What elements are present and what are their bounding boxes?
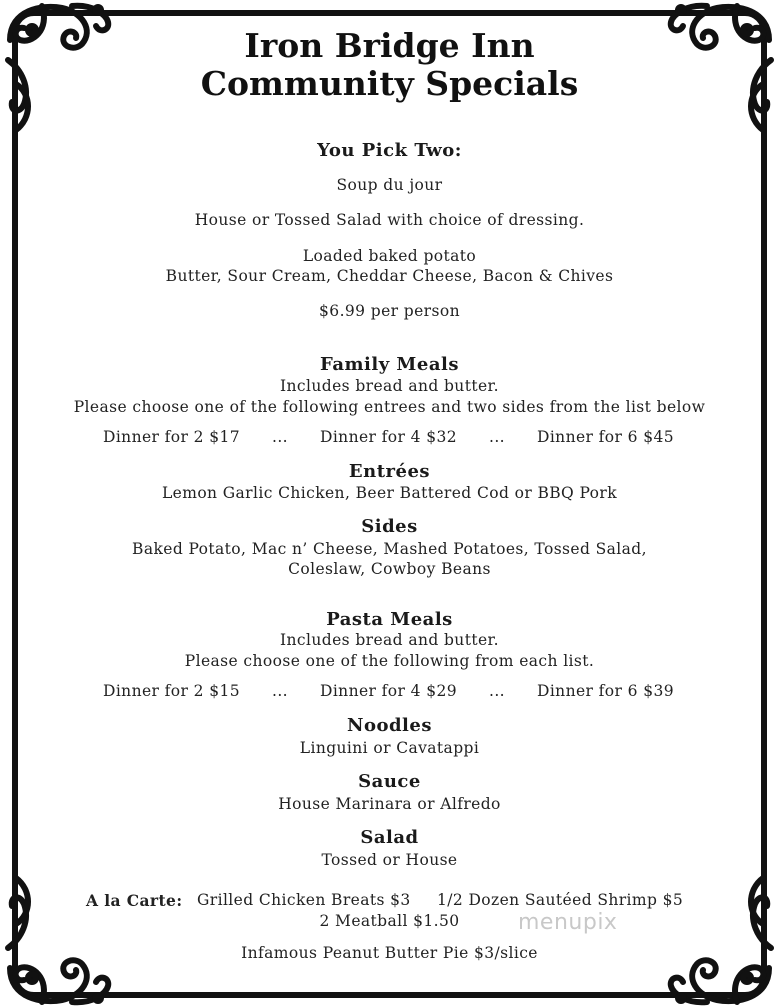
- salad-list: Tossed or House: [321, 851, 458, 869]
- family-meals-heading: Family Meals: [320, 354, 459, 375]
- pick-two-item-potato: Loaded baked potato: [302, 247, 477, 265]
- menupix-watermark: menupix: [518, 910, 618, 935]
- page-title: Community Specials: [200, 64, 579, 103]
- pasta-meals-includes: Includes bread and butter.: [280, 631, 499, 649]
- family-dinner-for-4: Dinner for 4 $32: [320, 428, 458, 446]
- pick-two-item-soup: Soup du jour: [336, 176, 443, 194]
- family-dinner-for-2: Dinner for 2 $17: [103, 428, 241, 446]
- family-meals-instructions: Please choose one of the following entrees and two sides from the list below: [73, 398, 706, 416]
- salad-heading: Salad: [360, 827, 419, 848]
- a-la-carte-item-shrimp: 1/2 Dozen Sautéed Shrimp $5: [437, 891, 684, 909]
- sauce-list: House Marinara or Alfredo: [278, 795, 501, 813]
- peanut-butter-pie: Infamous Peanut Butter Pie $3/slice: [241, 944, 538, 962]
- pick-two-item-potato-desc: Butter, Sour Cream, Cheddar Cheese, Bacon & Chives: [165, 267, 614, 285]
- price-separator: ...: [489, 682, 505, 700]
- corner-flourish-bottom-left: [2, 868, 112, 1008]
- pasta-dinner-for-4: Dinner for 4 $29: [320, 682, 458, 700]
- family-meals-includes: Includes bread and butter.: [280, 377, 499, 395]
- price-separator: ...: [489, 428, 505, 446]
- sauce-heading: Sauce: [358, 771, 421, 792]
- pick-two-price: $6.99 per person: [319, 302, 460, 320]
- noodles-heading: Noodles: [347, 715, 432, 736]
- a-la-carte-label: A la Carte:: [86, 891, 183, 910]
- restaurant-name: Iron Bridge Inn: [244, 26, 535, 65]
- pasta-meals-heading: Pasta Meals: [326, 609, 453, 630]
- pasta-dinner-for-2: Dinner for 2 $15: [103, 682, 241, 700]
- a-la-carte-item-meatball: 2 Meatball $1.50: [319, 912, 460, 930]
- entrees-heading: Entrées: [348, 461, 431, 482]
- a-la-carte-item-chicken: Grilled Chicken Breats $3: [197, 891, 411, 909]
- sides-list-line-2: Coleslaw, Cowboy Beans: [288, 560, 491, 578]
- sides-list-line-1: Baked Potato, Mac n’ Cheese, Mashed Potatoes, Tossed Salad,: [132, 540, 647, 558]
- price-separator: ...: [272, 428, 288, 446]
- family-dinner-for-6: Dinner for 6 $45: [537, 428, 675, 446]
- pasta-dinner-for-6: Dinner for 6 $39: [537, 682, 675, 700]
- pick-two-item-salad: House or Tossed Salad with choice of dressing.: [194, 211, 585, 229]
- pick-two-heading: You Pick Two:: [317, 140, 462, 161]
- sides-heading: Sides: [361, 516, 418, 537]
- pasta-meals-instructions: Please choose one of the following from each list.: [184, 652, 595, 670]
- noodles-list: Linguini or Cavatappi: [299, 739, 480, 757]
- price-separator: ...: [272, 682, 288, 700]
- entrees-list: Lemon Garlic Chicken, Beer Battered Cod or BBQ Pork: [161, 484, 618, 502]
- corner-flourish-bottom-right: [667, 868, 777, 1008]
